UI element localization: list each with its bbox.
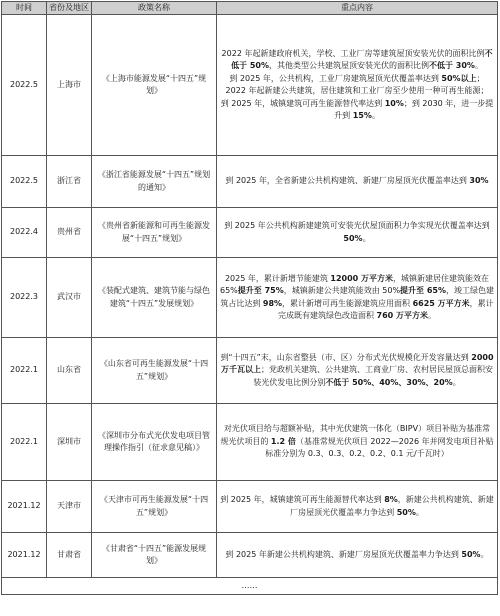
content-segment: ，累计新增可再生能源建筑应用面积 (282, 298, 413, 308)
content-segment: 到 2025 年公共机构新建建筑可安装光伏屋顶面积力争实现光伏覆盖率达到 (224, 221, 490, 230)
content-segment: ，其他类型公共建筑屋顶安装光伏的面积比例 (269, 61, 429, 70)
row-time: 2022.4 (2, 208, 47, 258)
row-content (217, 15, 498, 156)
content-bold-segment: 30% (469, 176, 489, 186)
row-region: 甘肃省 (47, 533, 92, 578)
row-region: 贵州省 (47, 208, 92, 258)
row-time: 2021.12 (2, 533, 47, 578)
row-region: 山东省 (47, 338, 92, 404)
content-segment: ，累计完成既有建筑绿色改造面积 (277, 298, 494, 320)
policy-table (1, 1, 498, 595)
row-region: 浙江省 (47, 156, 92, 208)
table-row (2, 533, 498, 578)
content-segment: 2022 年起新建公共建筑，居住建筑和工业厂房至少使用一种可再生能源； (225, 86, 489, 95)
row-content (217, 258, 498, 338)
content-segment: 。 (474, 61, 483, 70)
ellipsis-text: …… (2, 578, 498, 595)
content-segment: ；到 2030 年，进一步提升到 (334, 98, 494, 120)
content-bold-segment: 1.2 倍 (270, 436, 296, 446)
content-segment: ，竣工绿色建筑占比达到 (220, 286, 494, 308)
content-segment: 。 (362, 233, 371, 243)
row-content (217, 156, 498, 208)
row-policy-name: 《甘肃省“十四五”能源发展规划》 (92, 533, 217, 578)
content-segment: 到“十四五”末，山东省整县（市、区）分布式光伏规模化开发容量达到 (220, 352, 472, 362)
row-time: 2022.1 (2, 404, 47, 481)
table-header (2, 2, 498, 15)
table-row (2, 404, 498, 481)
content-bold-segment: 12000 万平方米 (330, 273, 394, 283)
row-policy-name: 《贵州省新能源和可再生能源发展“十四五”规划》 (92, 208, 217, 258)
content-segment: 到 2025 年，公共机构，工业厂房建筑屋顶光伏覆盖率达到 (229, 73, 442, 83)
content-segment: 。 (415, 507, 424, 517)
content-bold-segment: 6625 万平方米 (412, 298, 470, 308)
content-segment: ，城镇新建居住建筑能效在 65% (220, 273, 490, 295)
row-policy-name: 《装配式建筑、建筑节能与绿色建筑“十四五”发展规划》 (92, 258, 217, 338)
content-bold-segment: 10% (384, 98, 404, 108)
row-time: 2022.3 (2, 258, 47, 338)
row-content (217, 404, 498, 481)
content-segment: 2022 年起新建政府机关，学校、工业厂房等建筑屋顶安装光伏的面积比例 (221, 48, 485, 58)
row-content (217, 208, 498, 258)
header-key-content: 重点内容 (217, 2, 498, 15)
row-region: 武汉市 (47, 258, 92, 338)
content-segment: 到 2025 年，城镇建筑可再生能源替代率达到 (220, 98, 385, 108)
table-row (2, 481, 498, 533)
content-bold-segment: 50% (343, 233, 363, 243)
content-segment: 到 2025 年，城镇建筑可再生能源替代率达到 (220, 495, 385, 504)
content-bold-segment: 2000 万千瓦以上 (221, 352, 494, 375)
header-policy-name: 政策名称 (92, 2, 217, 15)
content-bold-segment: 不低于 50%、40%、30%、20% (325, 377, 453, 387)
content-segment: 到 2025 年，全省新建公共机构建筑、新建厂房屋顶光伏覆盖率达到 (225, 176, 470, 186)
row-policy-name: 《天津市可再生能源发展“十四五”规划》 (92, 481, 217, 533)
row-policy-name: 《山东省可再生能源发展“十四五”规划》 (92, 338, 217, 404)
content-segment: 到 2025 年新建公共机构建筑、新建厂房屋顶光伏覆盖率力争达到 (225, 549, 462, 559)
content-bold-segment: 提升至 75% (237, 286, 284, 295)
header-region: 省份及地区 (47, 2, 92, 15)
content-segment: （基准常规光伏项目 2022—2026 年并网发电项目补贴标准分别为 0.3、0.3、0.2、0.2、0.1 元/千瓦时） (265, 436, 494, 459)
content-segment: 。 (480, 549, 489, 559)
table-row (2, 338, 498, 404)
row-content (217, 338, 498, 404)
content-segment: 2025 年，累计新增节能建筑 (224, 273, 331, 283)
row-policy-name: 《深圳市分布式光伏发电项目管理操作指引（征求意见稿）》 (92, 404, 217, 481)
content-bold-segment: 50% (461, 549, 481, 559)
table-row (2, 15, 498, 156)
content-bold-segment: 50%以上 (441, 73, 477, 83)
content-segment: 。 (428, 311, 437, 320)
content-bold-segment: 98% (262, 298, 283, 308)
row-policy-name: 《上海市能源发展“十四五”规划》 (92, 15, 217, 156)
content-segment: 。 (371, 111, 380, 120)
row-region: 上海市 (47, 15, 92, 156)
row-time: 2022.5 (2, 156, 47, 208)
content-bold-segment: 50% (396, 507, 416, 517)
table-row (2, 208, 498, 258)
row-content (217, 533, 498, 578)
header-time: 时间 (2, 2, 47, 15)
row-region: 深圳市 (47, 404, 92, 481)
table-row (2, 258, 498, 338)
content-bold-segment: 15% (352, 111, 372, 120)
content-segment: ，城镇新建公共建筑能效由 50% (283, 286, 401, 295)
content-bold-segment: 不低于 50% (231, 48, 493, 70)
row-time: 2021.12 (2, 481, 47, 533)
content-bold-segment: 760 万平方米 (376, 311, 429, 320)
table-row-continuation (2, 578, 498, 595)
content-segment: ；党政机关建筑、公共建筑、工商业厂房、农村居民屋顶总面积安装光伏发电比例分别 (253, 365, 493, 387)
row-region: 天津市 (47, 481, 92, 533)
row-content (217, 481, 498, 533)
content-segment: 。 (452, 377, 461, 387)
content-bold-segment: 8% (384, 495, 398, 504)
row-policy-name: 《浙江省能源发展“十四五”规划的通知》 (92, 156, 217, 208)
content-segment: 对光伏项目给与超额补贴，其中光伏建筑一体化（BIPV）项目补贴为基准常规光伏项目的 (220, 424, 491, 446)
content-segment: ； (476, 73, 485, 83)
row-time: 2022.1 (2, 338, 47, 404)
content-bold-segment: 提升至 65% (400, 286, 446, 295)
table-row (2, 156, 498, 208)
content-bold-segment: 不低于 30% (429, 61, 475, 70)
content-segment: ，新建公共机构建筑、新建厂房屋顶光伏覆盖率力争达到 (290, 495, 494, 517)
row-time: 2022.5 (2, 15, 47, 156)
